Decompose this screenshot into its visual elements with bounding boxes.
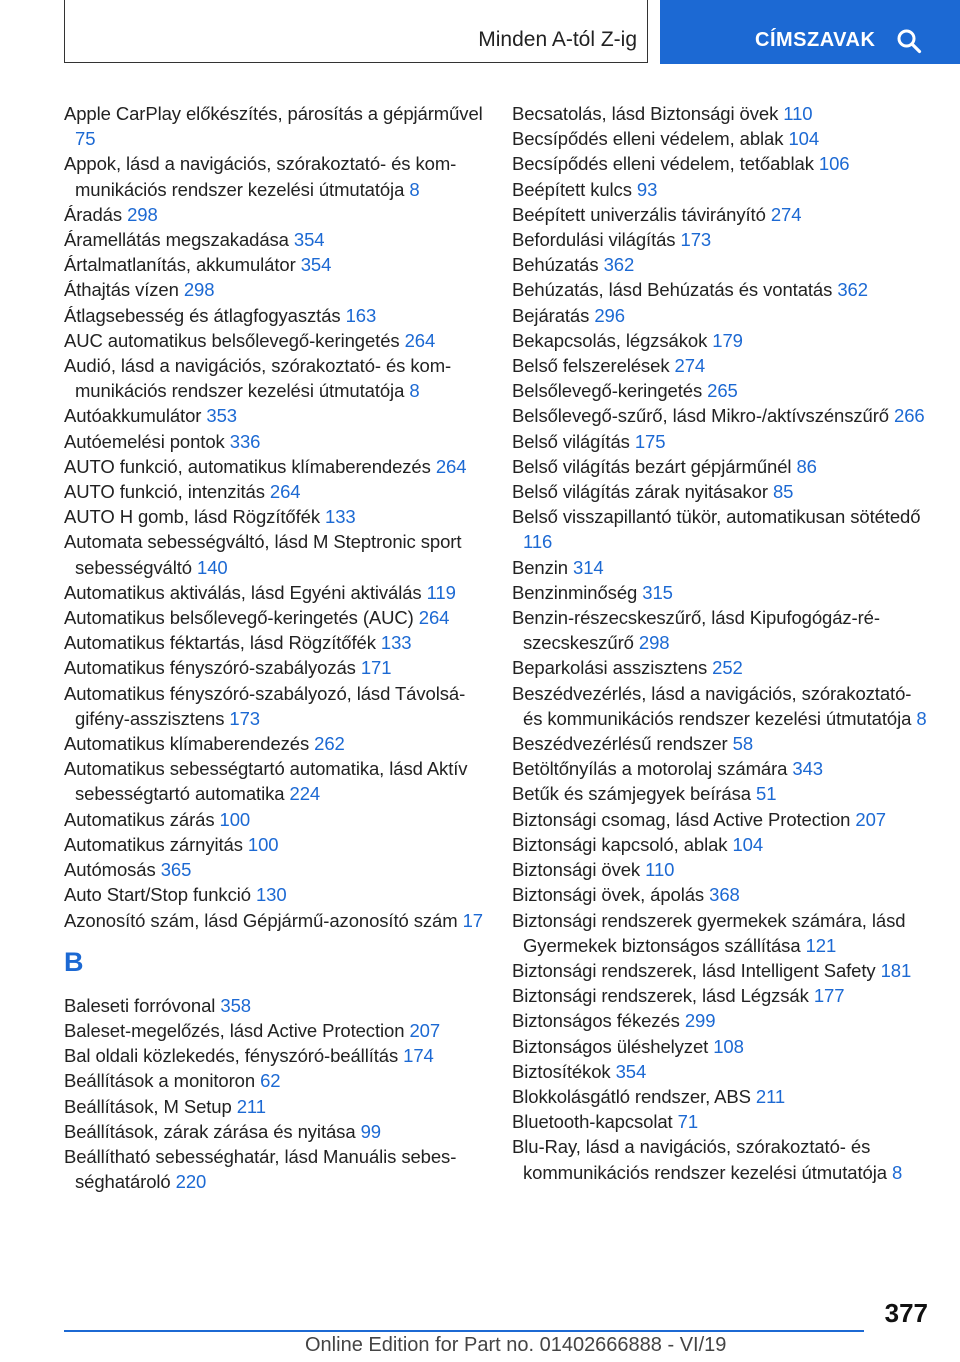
page-ref-link[interactable]: 211	[755, 1085, 786, 1107]
index-entry-text: Biztonságos üléshelyzet	[512, 1035, 709, 1057]
index-entry	[64, 681, 488, 731]
index-entry	[512, 454, 932, 479]
page-ref-link[interactable]: 211	[236, 1095, 266, 1117]
index-entry-text: Blu-Ray, lásd a navigációs, szórakoztató- és kommunikációs rendszer kezelési útmutatója	[512, 1136, 887, 1183]
page-ref-link[interactable]: 62	[260, 1070, 281, 1092]
page-ref-link[interactable]: 252	[712, 657, 743, 679]
index-entry	[512, 277, 932, 302]
page-ref-link[interactable]: 262	[314, 733, 345, 755]
page-ref-link[interactable]: 274	[674, 355, 706, 377]
page-ref-link[interactable]: 298	[183, 279, 215, 301]
index-entry	[64, 101, 488, 151]
index-entry	[512, 555, 932, 580]
page-ref-link[interactable]: 100	[247, 833, 279, 855]
page-ref-link[interactable]: 354	[615, 1060, 647, 1082]
index-entry-text: Benzin	[512, 556, 568, 578]
index-entry	[64, 605, 488, 630]
page-ref-link[interactable]: 343	[792, 758, 823, 780]
index-entry	[64, 857, 488, 882]
index-entry	[512, 655, 932, 680]
index-entry	[512, 1084, 932, 1109]
index-entry	[64, 832, 488, 857]
page-ref-link[interactable]: 315	[642, 581, 673, 603]
page-ref-link[interactable]: 119	[426, 581, 456, 603]
section-letter-b: B	[64, 946, 84, 977]
index-entry	[512, 252, 932, 277]
index-entry-text: Appok, lásd a navigációs, szórakoztató- és kommunikációs rendszer kezelési útmutatója	[64, 153, 457, 200]
page-ref-link[interactable]: 177	[813, 985, 845, 1007]
header-tab[interactable]	[64, 0, 648, 63]
index-entry	[64, 303, 488, 328]
index-entry	[512, 832, 932, 857]
index-keywords-label: CÍMSZAVAK	[755, 29, 876, 51]
left-index-column	[64, 101, 488, 1194]
index-entry-text: Biztonságos fékezés	[512, 1010, 680, 1032]
index-entry	[512, 1059, 932, 1084]
index-entry	[64, 454, 488, 479]
index-entry	[512, 983, 932, 1008]
index-entry-text: Baleset-megelőzés, lásd Active Protection	[64, 1019, 405, 1041]
page-ref-link[interactable]: 104	[788, 128, 820, 150]
index-entry-text: Betöltőnyílás a motorolaj számára	[512, 758, 788, 780]
page-ref-link[interactable]: 85	[772, 481, 794, 503]
index-entry-text: Biztonsági rendszerek gyermekek számára, lásd Gyermekek biztonságos szállítása	[512, 909, 906, 956]
index-entry	[64, 1119, 488, 1144]
index-entry	[64, 403, 488, 428]
index-entry	[512, 403, 932, 428]
index-entry-text: Biztosítékok	[512, 1060, 611, 1082]
page-ref-link[interactable]: 358	[220, 994, 251, 1016]
index-entry-text: Automatikus zárnyitás	[64, 833, 243, 855]
index-entry-text: Benzin-részecskeszűrő, lásd Kipufogógáz-részecskeszűrő	[512, 607, 881, 654]
index-entry-text: Bluetooth-kapcsolat	[512, 1111, 673, 1133]
index-entry-text: Áradás	[64, 203, 123, 225]
index-entry	[512, 681, 932, 731]
page-ref-link[interactable]: 133	[325, 506, 356, 528]
index-entry	[512, 908, 932, 958]
index-entry-text: Bejáratás	[512, 304, 590, 326]
page-ref-link[interactable]: 51	[756, 783, 777, 805]
index-entry-text: Befordulási világítás	[512, 229, 676, 251]
index-entry	[512, 1134, 932, 1184]
page-ref-link[interactable]: 110	[645, 859, 675, 881]
index-entry	[64, 1068, 488, 1093]
page-ref-link[interactable]: 314	[573, 556, 604, 578]
page-ref-link[interactable]: 207	[409, 1019, 441, 1041]
page-ref-link[interactable]: 173	[680, 229, 712, 251]
page-ref-link[interactable]: 336	[229, 430, 261, 452]
page-ref-link[interactable]: 265	[707, 380, 738, 402]
page-ref-link[interactable]: 298	[127, 203, 158, 225]
page-ref-link[interactable]: 207	[855, 808, 886, 830]
index-entry-text: Becsatolás, lásd Biztonsági övek	[512, 103, 779, 124]
index-entry-text: Autóemelési pontok	[64, 430, 225, 452]
index-entry-text: Beállítások, M Setup	[64, 1095, 232, 1117]
index-entry	[512, 605, 932, 655]
page-ref-link[interactable]: 93	[636, 178, 658, 200]
page-ref-link[interactable]: 174	[403, 1045, 434, 1067]
page-ref-link[interactable]: 264	[418, 607, 450, 629]
page-ref-link[interactable]: 17	[462, 909, 483, 931]
page-ref-link[interactable]: 362	[837, 279, 868, 301]
index-entry	[512, 504, 932, 554]
index-entry-text: Apple CarPlay előkészítés, párosítás a gépjárművel	[64, 103, 483, 124]
index-entry	[512, 1034, 932, 1059]
index-entry-text: Biztonsági övek, ápolás	[512, 884, 705, 906]
index-entry-text: Belsőlevegő-keringetés	[512, 380, 703, 402]
index-entry-text: Automatikus aktiválás, lásd Egyéni aktiválás	[64, 581, 422, 603]
page-ref-link[interactable]: 100	[219, 808, 251, 830]
index-entry	[64, 1144, 488, 1194]
index-entry-text: Ártalmatlanítás, akkumulátor	[64, 254, 296, 276]
index-entry-text: Átlagsebesség és átlagfogyasztás	[64, 304, 341, 326]
page-ref-link[interactable]: 110	[783, 103, 813, 124]
index-entry	[512, 378, 932, 403]
index-entry	[64, 1043, 488, 1068]
index-entry	[512, 151, 932, 176]
page-number: 377	[884, 1298, 928, 1328]
index-entry-text: Betűk és számjegyek beírása	[512, 783, 751, 805]
index-entry-text: Belsőlevegő-szűrő, lásd Mikro-/aktívszénszűrő	[512, 405, 889, 427]
index-entry-text: Biztonsági kapcsoló, ablak	[512, 833, 728, 855]
search-icon[interactable]	[896, 28, 922, 54]
index-entry-text: Blokkolásgátló rendszer, ABS	[512, 1085, 751, 1107]
index-entry-text: Behúzatás, lásd Behúzatás és vontatás	[512, 279, 833, 301]
page-ref-link[interactable]: 75	[75, 128, 96, 150]
index-entry-text: Áramellátás megszakadása	[64, 229, 289, 251]
index-entry	[64, 529, 488, 579]
page-ref-link[interactable]: 58	[732, 733, 754, 755]
index-entry-text: AUTO funkció, automatikus klímaberendezés	[64, 455, 431, 477]
page-ref-link[interactable]: 362	[603, 254, 635, 276]
page-ref-link[interactable]: 8	[916, 707, 927, 729]
index-entry-text: Beszédvezérlésű rendszer	[512, 733, 728, 755]
page-ref-link[interactable]: 299	[684, 1010, 716, 1032]
page-ref-link[interactable]: 224	[289, 783, 321, 805]
index-entry	[64, 429, 488, 454]
index-entry	[64, 202, 488, 227]
page-ref-link[interactable]: 133	[380, 632, 412, 654]
index-entry	[512, 353, 932, 378]
page-ref-link[interactable]: 99	[360, 1120, 381, 1142]
index-entry-text: AUC automatikus belsőlevegő-keringetés	[64, 329, 400, 351]
index-entry-text: Beállítások, zárak zárása és nyitása	[64, 1120, 356, 1142]
index-entry	[512, 882, 932, 907]
index-entry-text: Bekapcsolás, légzsákok	[512, 329, 708, 351]
index-entry	[64, 731, 488, 756]
index-entry	[512, 857, 932, 882]
entries-a-list	[64, 101, 488, 933]
index-entry-text: Automatikus fényszóró-szabályozó, lásd Távolságifény-asszisztens	[64, 682, 466, 729]
right-index-column	[512, 101, 932, 1185]
index-entry-text: Azonosító szám, lásd Gépjármű-azonosító szám	[64, 909, 458, 931]
page-ref-link[interactable]: 163	[345, 304, 377, 326]
entries-right-list	[512, 101, 932, 1185]
footer-edition-text: Online Edition for Part no. 01402666888 - VI/19	[305, 1334, 727, 1356]
page-ref-link[interactable]: 220	[175, 1171, 207, 1193]
page-ref-link[interactable]: 130	[255, 884, 287, 906]
header-tab-label: Minden A-tól Z-ig	[478, 28, 637, 51]
page-ref-link[interactable]: 353	[206, 405, 237, 427]
page-ref-link[interactable]: 264	[435, 455, 467, 477]
index-entry	[64, 580, 488, 605]
index-entry-text: Autómosás	[64, 859, 156, 881]
index-entry-text: Behúzatás	[512, 254, 599, 276]
index-entry-text: AUTO H gomb, lásd Rögzítőfék	[64, 506, 320, 528]
index-entry-text: Audió, lásd a navigációs, szórakoztató- és kommunikációs rendszer kezelési útmutatója	[64, 355, 452, 402]
page-ref-link[interactable]: 181	[880, 959, 912, 981]
index-entry-text: Auto Start/Stop funkció	[64, 884, 251, 906]
index-entry	[512, 227, 932, 252]
page-ref-link[interactable]: 173	[229, 707, 260, 729]
index-entry	[512, 756, 932, 781]
index-entry-text: Beparkolási asszisztens	[512, 657, 708, 679]
index-entry	[512, 1109, 932, 1134]
index-entry-text: Automatikus féktartás, lásd Rögzítőfék	[64, 632, 376, 654]
page-ref-link[interactable]: 140	[197, 556, 228, 578]
index-entry	[64, 504, 488, 529]
index-entry	[512, 303, 932, 328]
index-entry-text: Beépített kulcs	[512, 178, 632, 200]
page-ref-link[interactable]: 8	[409, 178, 420, 200]
index-entry-text: Autóakkumulátor	[64, 405, 202, 427]
page-ref-link[interactable]: 175	[634, 430, 666, 452]
index-entry	[64, 655, 488, 680]
index-entry-text: Becsípődés elleni védelem, ablak	[512, 128, 784, 150]
index-entry	[64, 993, 488, 1018]
index-entry	[64, 277, 488, 302]
index-entry	[64, 353, 488, 403]
index-entry	[512, 731, 932, 756]
index-entry-text: Belső világítás bezárt gépjárműnél	[512, 455, 792, 477]
index-entry	[512, 177, 932, 202]
index-entry-text: Beállítások a monitoron	[64, 1070, 256, 1092]
page-ref-link[interactable]: 121	[805, 934, 837, 956]
page-ref-link[interactable]: 104	[732, 833, 764, 855]
page-ref-link[interactable]: 171	[360, 657, 392, 679]
index-entry	[512, 1008, 932, 1033]
page-ref-link[interactable]: 354	[293, 229, 325, 251]
index-entry	[64, 151, 488, 201]
page-ref-link[interactable]: 86	[796, 455, 817, 477]
index-entry-text: Becsípődés elleni védelem, tetőablak	[512, 153, 814, 175]
index-entry	[512, 328, 932, 353]
page-ref-link[interactable]: 8	[409, 380, 420, 402]
page-ref-link[interactable]: 106	[818, 153, 850, 175]
index-entry	[64, 1094, 488, 1119]
index-entry-text: Áthajtás vízen	[64, 279, 179, 301]
index-entry-text: Biztonsági övek	[512, 859, 641, 881]
page-ref-link[interactable]: 368	[709, 884, 740, 906]
index-entry-text: Automata sebességváltó, lásd M Steptronic sport sebességváltó	[64, 531, 462, 578]
entries-b-list	[64, 993, 488, 1195]
index-entry-text: Biztonsági rendszerek, lásd Intelligent Safety	[512, 959, 876, 981]
index-entry	[512, 479, 932, 504]
index-entry-text: Automatikus sebességtartó automatika, lásd Aktív sebességtartó automatika	[64, 758, 468, 805]
index-entry	[64, 227, 488, 252]
page-ref-link[interactable]: 298	[638, 632, 670, 654]
index-entry-text: Beszédvezérlés, lásd a navigációs, szórakoztató- és kommunikációs rendszer kezelési útmutatója	[512, 682, 912, 729]
index-entry	[64, 328, 488, 353]
index-entry-text: Automatikus fényszóró-szabályozás	[64, 657, 356, 679]
index-entry-text: Baleseti forróvonal	[64, 994, 216, 1016]
page-ref-link[interactable]: 264	[269, 481, 301, 503]
index-entry	[512, 126, 932, 151]
index-entry	[512, 202, 932, 227]
index-entry-text: AUTO funkció, intenzitás	[64, 481, 265, 503]
index-entry	[512, 101, 932, 126]
index-entry-text: Bal oldali közlekedés, fényszóró-beállítás	[64, 1045, 399, 1067]
page-ref-link[interactable]: 71	[677, 1111, 699, 1133]
index-entry-text: Belső felszerelések	[512, 355, 670, 377]
page-ref-link[interactable]: 179	[712, 329, 743, 351]
page-ref-link[interactable]: 296	[594, 304, 625, 326]
footer-divider	[64, 1330, 864, 1332]
page-ref-link[interactable]: 274	[770, 203, 802, 225]
index-entry	[64, 479, 488, 504]
index-entry	[512, 781, 932, 806]
index-entry	[512, 429, 932, 454]
index-entry	[512, 580, 932, 605]
index-entry-text: Automatikus zárás	[64, 808, 215, 830]
page-ref-link[interactable]: 266	[894, 405, 925, 427]
index-entry	[64, 1018, 488, 1043]
index-entry-text: Automatikus klímaberendezés	[64, 733, 310, 755]
index-entry-text: Belső visszapillantó tükör, automatikusan sötétedő	[512, 506, 921, 528]
index-entry	[512, 807, 932, 832]
page-ref-link[interactable]: 354	[300, 254, 332, 276]
index-entry-text: Belső világítás	[512, 430, 630, 452]
page-ref-link[interactable]: 264	[404, 329, 436, 351]
page-ref-link[interactable]: 116	[523, 531, 553, 553]
index-entry	[64, 630, 488, 655]
index-entry-text: Belső világítás zárak nyitásakor	[512, 481, 768, 503]
index-entry	[64, 807, 488, 832]
index-entry-text: Benzinminőség	[512, 581, 638, 603]
index-keywords-button[interactable]	[660, 0, 960, 64]
index-entry	[64, 908, 488, 933]
page-ref-link[interactable]: 8	[891, 1161, 903, 1183]
index-entry	[64, 882, 488, 907]
index-entry-text: Biztonsági rendszerek, lásd Légzsák	[512, 985, 809, 1007]
index-entry	[64, 252, 488, 277]
index-entry-text: Beépített univerzális távirányító	[512, 203, 766, 225]
page-ref-link[interactable]: 108	[713, 1035, 744, 1057]
page-ref-link[interactable]: 365	[160, 859, 192, 881]
index-entry-text: Beállítható sebességhatár, lásd Manuális sebességhatároló	[64, 1145, 457, 1193]
index-entry-text: Automatikus belsőlevegő-keringetés (AUC)	[64, 607, 414, 629]
index-entry	[512, 958, 932, 983]
index-entry-text: Biztonsági csomag, lásd Active Protection	[512, 808, 851, 830]
index-entry	[64, 756, 488, 806]
